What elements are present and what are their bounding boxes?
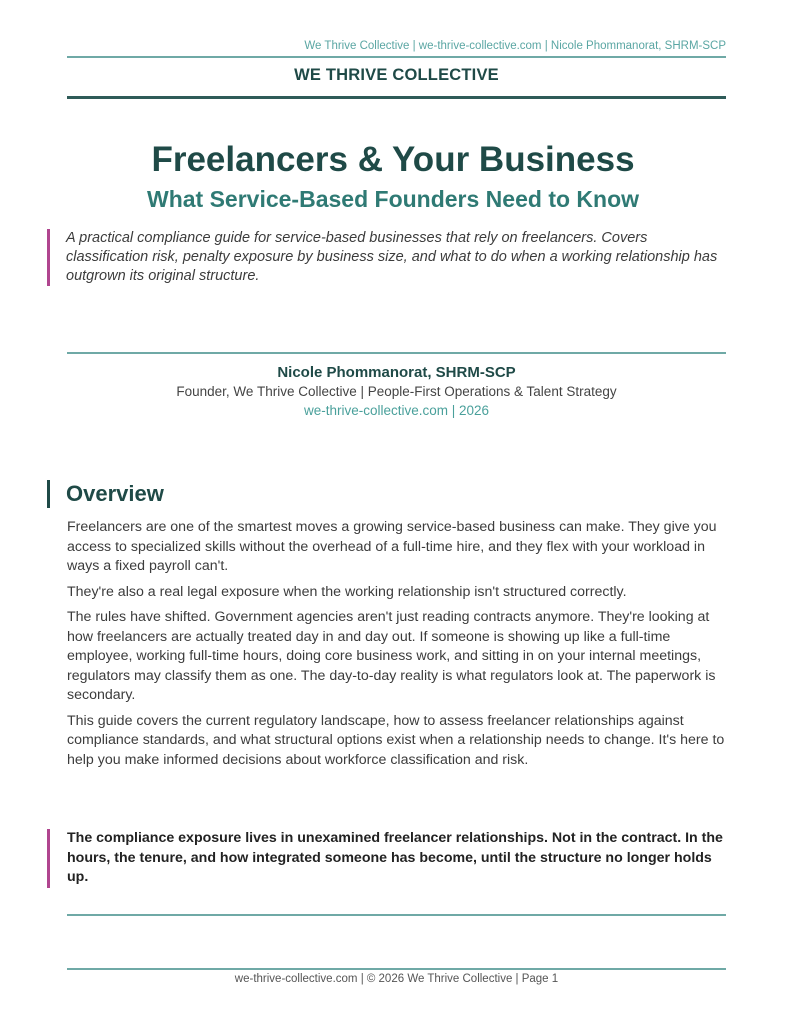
header-meta-line: We Thrive Collective | we-thrive-collective.com | Nicole Phommanorat, SHRM-SCP: [304, 40, 726, 52]
overview-body: [67, 518, 731, 776]
overview-paragraph: They're also a real legal exposure when the working relationship isn't structured correctly.: [67, 583, 627, 600]
author-divider: [67, 352, 726, 354]
document-title: Freelancers & Your Business: [151, 140, 635, 179]
overview-paragraph: This guide covers the current regulatory landscape, how to assess freelancer relationships against compliance standards, and what structural options exist when a relationship needs to change. It's here to help you make informed decisions about workforce classification and risk.: [67, 712, 725, 768]
header-divider: [67, 56, 726, 58]
author-name: Nicole Phommanorat, SHRM-SCP: [277, 364, 516, 381]
content-end-divider: [67, 914, 726, 916]
author-site-year: we-thrive-collective.com | 2026: [303, 403, 490, 418]
footer-divider: [67, 968, 726, 970]
overview-paragraph: Freelancers are one of the smartest moves a growing service-based business can make. They give you access to specialized skills without the overhead of a full-time hire, and they flex with your workload in ways a fixed payroll can't.: [67, 519, 717, 574]
page-footer: we-thrive-collective.com | © 2026 We Thrive Collective | Page 1: [234, 973, 559, 985]
document-subtitle: What Service-Based Founders Need to Know: [146, 186, 640, 212]
brand-divider: [67, 96, 726, 99]
callout-quote: The compliance exposure lives in unexamined freelancer relationships. Not in the contract. In the hours, the tenure, and how integrated someone has become, until the structure no longer holds up.: [47, 829, 731, 888]
section-heading-overview: Overview: [47, 480, 164, 508]
brand-title: WE THRIVE COLLECTIVE: [294, 66, 499, 84]
intro-blurb: A practical compliance guide for service-based businesses that rely on freelancers. Covers classification risk, penalty exposure by business size, and what to do when a working relationship has outgrown its original structure.: [47, 229, 731, 286]
author-role: Founder, We Thrive Collective | People-First Operations & Talent Strategy: [176, 384, 617, 399]
overview-paragraph: The rules have shifted. Government agencies aren't just reading contracts anymore. They're looking at how freelancers are actually treated day in and day out. If someone is showing up like a full-time employee, working full-time hours, doing core business work, and sitting in on your internal meetings, regulators may classify them as one. The day-to-day reality is what regulators look at. The paperwork is secondary.: [67, 609, 716, 703]
